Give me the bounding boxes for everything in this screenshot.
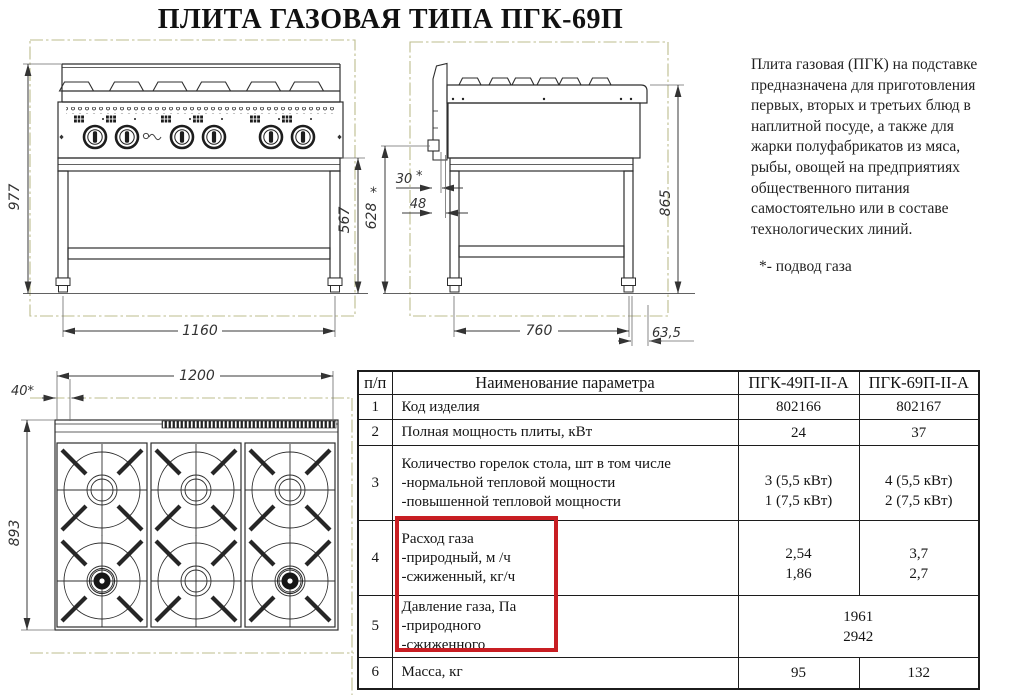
dim-inlet-offset: 40* — [11, 384, 35, 399]
param-cell: Код изделия — [392, 395, 738, 420]
param-cell: Масса, кг — [392, 658, 738, 689]
brand-logo — [143, 133, 161, 139]
value-cell: 3,7 2,7 — [859, 521, 979, 596]
description-line: первых, вторых и третьих блюд в — [751, 97, 971, 115]
screw-right — [337, 135, 341, 140]
table-row — [358, 395, 979, 420]
side-stand — [448, 158, 636, 292]
description-line: предназначена для приготовления — [751, 76, 976, 94]
description-line: общественного питания — [751, 179, 910, 197]
dim-front-width: 1160 — [182, 323, 218, 339]
description-line: самостоятельно или в составе — [751, 200, 949, 218]
merged-value-cell: 1961 2942 — [738, 596, 979, 658]
table-header-row — [358, 371, 979, 395]
col-header-model1: ПГК-49П-II-А — [738, 371, 859, 395]
spec-table — [357, 370, 980, 690]
table-row — [358, 596, 979, 658]
value-cell: 3 (5,5 кВт) 1 (7,5 кВт) — [738, 446, 859, 521]
table-row — [358, 521, 979, 596]
front-view — [7, 64, 368, 339]
dim-inlet-height: 628 — [364, 202, 380, 230]
control-knobs — [74, 116, 314, 149]
dim-overhang: 63,5 — [652, 326, 681, 341]
gas-supply-footnote: *- подвод газа — [759, 258, 852, 275]
description-line: наплитной посуде, а также для — [751, 117, 954, 135]
dim-inlet-depth: 30 — [395, 172, 413, 187]
row-num: 6 — [358, 658, 392, 689]
vent-grille — [162, 421, 336, 428]
row-num: 5 — [358, 596, 392, 658]
dim-top-width: 1200 — [179, 368, 215, 384]
top-view — [7, 368, 338, 630]
product-description — [751, 55, 1023, 240]
dim-inlet-depth2: 48 — [409, 197, 427, 212]
table-row — [358, 658, 979, 689]
description-line: рыбы, овощей на предприятиях — [751, 158, 960, 176]
dim-front-height: 977 — [7, 183, 23, 211]
param-cell: Давление газа, Па -природного -сжиженного — [392, 596, 738, 658]
row-num: 1 — [358, 395, 392, 420]
row-num: 4 — [358, 521, 392, 596]
dim-body-height: 865 — [658, 189, 674, 217]
burners — [57, 444, 335, 627]
value-cell: 95 — [738, 658, 859, 689]
row-num: 2 — [358, 420, 392, 446]
page-title: ПЛИТА ГАЗОВАЯ ТИПА ПГК-69П — [157, 4, 624, 35]
col-header-num: п/п — [358, 371, 392, 395]
value-cell: 4 (5,5 кВт) 2 (7,5 кВт) — [859, 446, 979, 521]
description-line: жарки полуфабрикатов из мяса, — [751, 138, 961, 156]
screw-left — [59, 135, 63, 140]
gas-inlet — [428, 140, 439, 151]
value-cell: 2,54 1,86 — [738, 521, 859, 596]
description-line: Плита газовая (ПГК) на подставке — [751, 56, 978, 73]
col-header-model2: ПГК-69П-II-А — [859, 371, 979, 395]
param-cell: Расход газа -природный, м /ч -сжиженный, кг/ч — [392, 521, 738, 596]
value-cell: 802166 — [738, 395, 859, 420]
dim-depth: 760 — [525, 323, 553, 339]
dim-stand-height: 567 — [337, 206, 353, 234]
value-cell: 132 — [859, 658, 979, 689]
perforation-strip — [66, 107, 336, 114]
param-cell: Полная мощность плиты, кВт — [392, 420, 738, 446]
value-cell: 24 — [738, 420, 859, 446]
dim-inlet-height-star: * — [370, 185, 377, 201]
value-cell: 802167 — [859, 395, 979, 420]
side-view — [364, 64, 695, 347]
table-row — [358, 420, 979, 446]
col-header-param: Наименование параметра — [392, 371, 738, 395]
table-row — [358, 446, 979, 521]
dim-top-depth: 893 — [7, 519, 23, 547]
param-cell: Количество горелок стола, шт в том числе -нормальной тепловой мощности -повышенной тепловой мощности — [392, 446, 738, 521]
dim-inlet-depth-star: * — [416, 169, 423, 184]
value-cell: 37 — [859, 420, 979, 446]
front-stand — [56, 158, 342, 292]
description-line: технологических линий. — [751, 220, 913, 238]
row-num: 3 — [358, 446, 392, 521]
